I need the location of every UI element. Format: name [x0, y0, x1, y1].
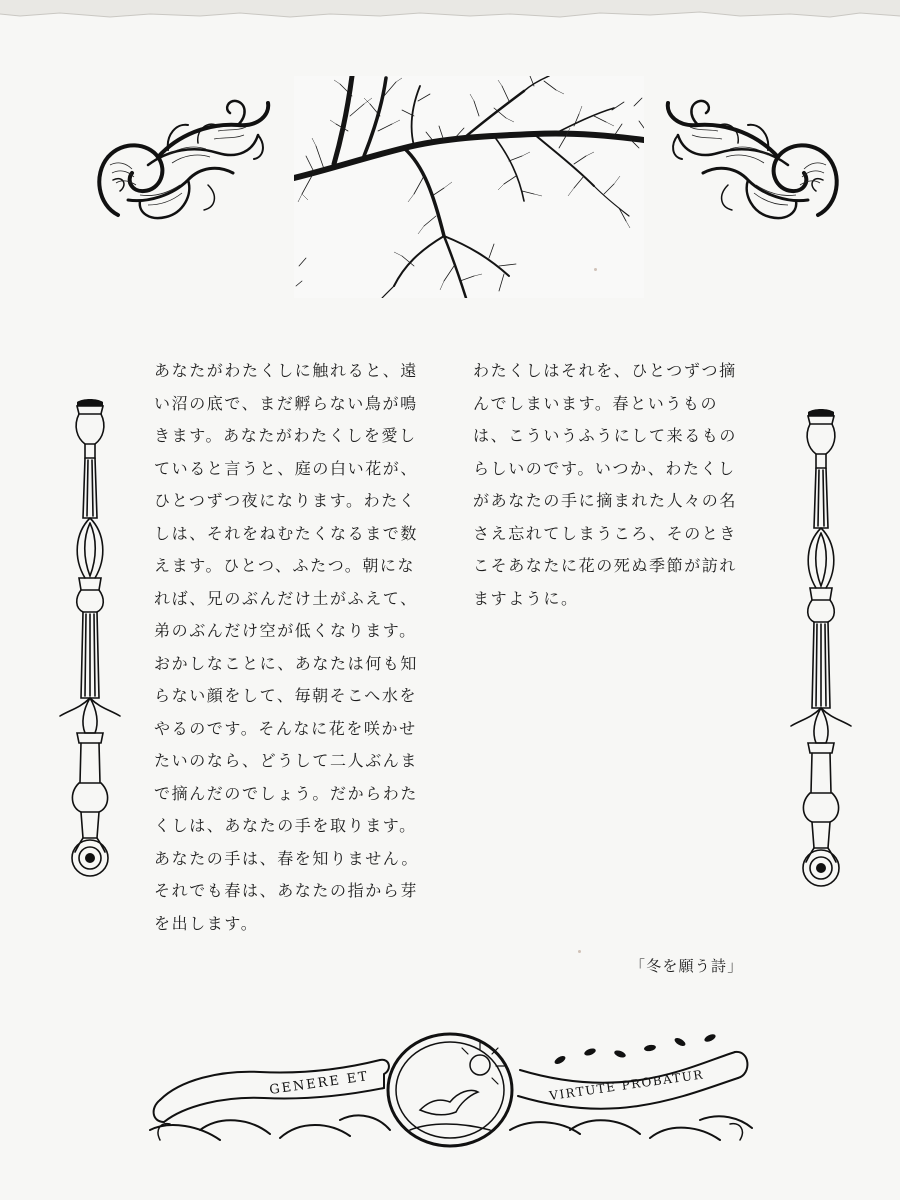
poem-line: 弟のぶんだけ空が低くなります。 [154, 621, 417, 640]
poem-line: それでも春は、あなたの指から芽 [154, 881, 419, 900]
emblem-motto-right: VIRTUTE PROBATUR [548, 1067, 705, 1103]
poem-line: ますように。 [473, 588, 579, 608]
ornamental-candelabra-column-left [55, 398, 125, 883]
poem-line: たいのなら、どうして二人ぶんま [154, 751, 419, 770]
poem-title: 「冬を願う詩」 [630, 957, 744, 975]
poem-line: は、こういうふうにして来るもの [473, 426, 738, 445]
poem-line: らない顔をして、毎朝そこへ水を [154, 686, 418, 705]
poem-line: れば、兄のぶんだけ土がふえて、 [154, 588, 418, 608]
emblem-motto-left: GENERE ET [268, 1069, 370, 1098]
poem-line: があなたの手に摘まれた人々の名 [473, 491, 738, 510]
poem-line: い沼の底で、まだ孵らない鳥が鳴 [154, 393, 418, 413]
poem-line: ひとつずつ夜になります。わたく [154, 491, 417, 510]
poem-line: くしは、あなたの手を取ります。 [154, 816, 417, 835]
bare-tree-branches-illustration [294, 76, 644, 298]
poem-line: を出します。 [154, 913, 259, 933]
poem-line: あなたの手は、春を知りません。 [154, 848, 419, 868]
paper-speck [594, 268, 597, 271]
baroque-scroll-flourish-left [88, 95, 278, 230]
poem-line: さえ忘れてしまうころ、そのとき [473, 523, 738, 543]
poem-line: きます。あなたがわたくしを愛し [154, 426, 417, 445]
poem-line: やるのです。そんなに花を咲かせ [154, 718, 417, 738]
heraldic-banner-emblem [140, 1030, 760, 1150]
poem-line: んでしまいます。春というもの [473, 393, 719, 413]
poem-text-left-column [154, 355, 444, 940]
torn-paper-edge [0, 0, 900, 30]
poem-line: わたくしはそれを、ひとつずつ摘 [473, 361, 737, 380]
poem-line: らしいのです。いつか、わたくし [473, 458, 736, 478]
poem-line: ていると言うと、庭の白い花が、 [154, 458, 419, 478]
poem-line: しは、それをねむたくなるまで数 [154, 523, 419, 543]
poem-line: こそあなたに花の死ぬ季節が訪れ [473, 556, 738, 575]
poem-line: おかしなことに、あなたは何も知 [154, 653, 419, 673]
poem-line: えます。ひとつ、ふたつ。朝にな [154, 556, 416, 575]
ornamental-candelabra-column-right [786, 408, 856, 893]
poem-line: で摘んだのでしょう。だからわた [154, 783, 419, 803]
baroque-scroll-flourish-right [658, 95, 848, 230]
poem-line: あなたがわたくしに触れると、遠 [154, 361, 419, 380]
paper-speck [578, 950, 581, 953]
poem-text-right-column [473, 355, 763, 615]
